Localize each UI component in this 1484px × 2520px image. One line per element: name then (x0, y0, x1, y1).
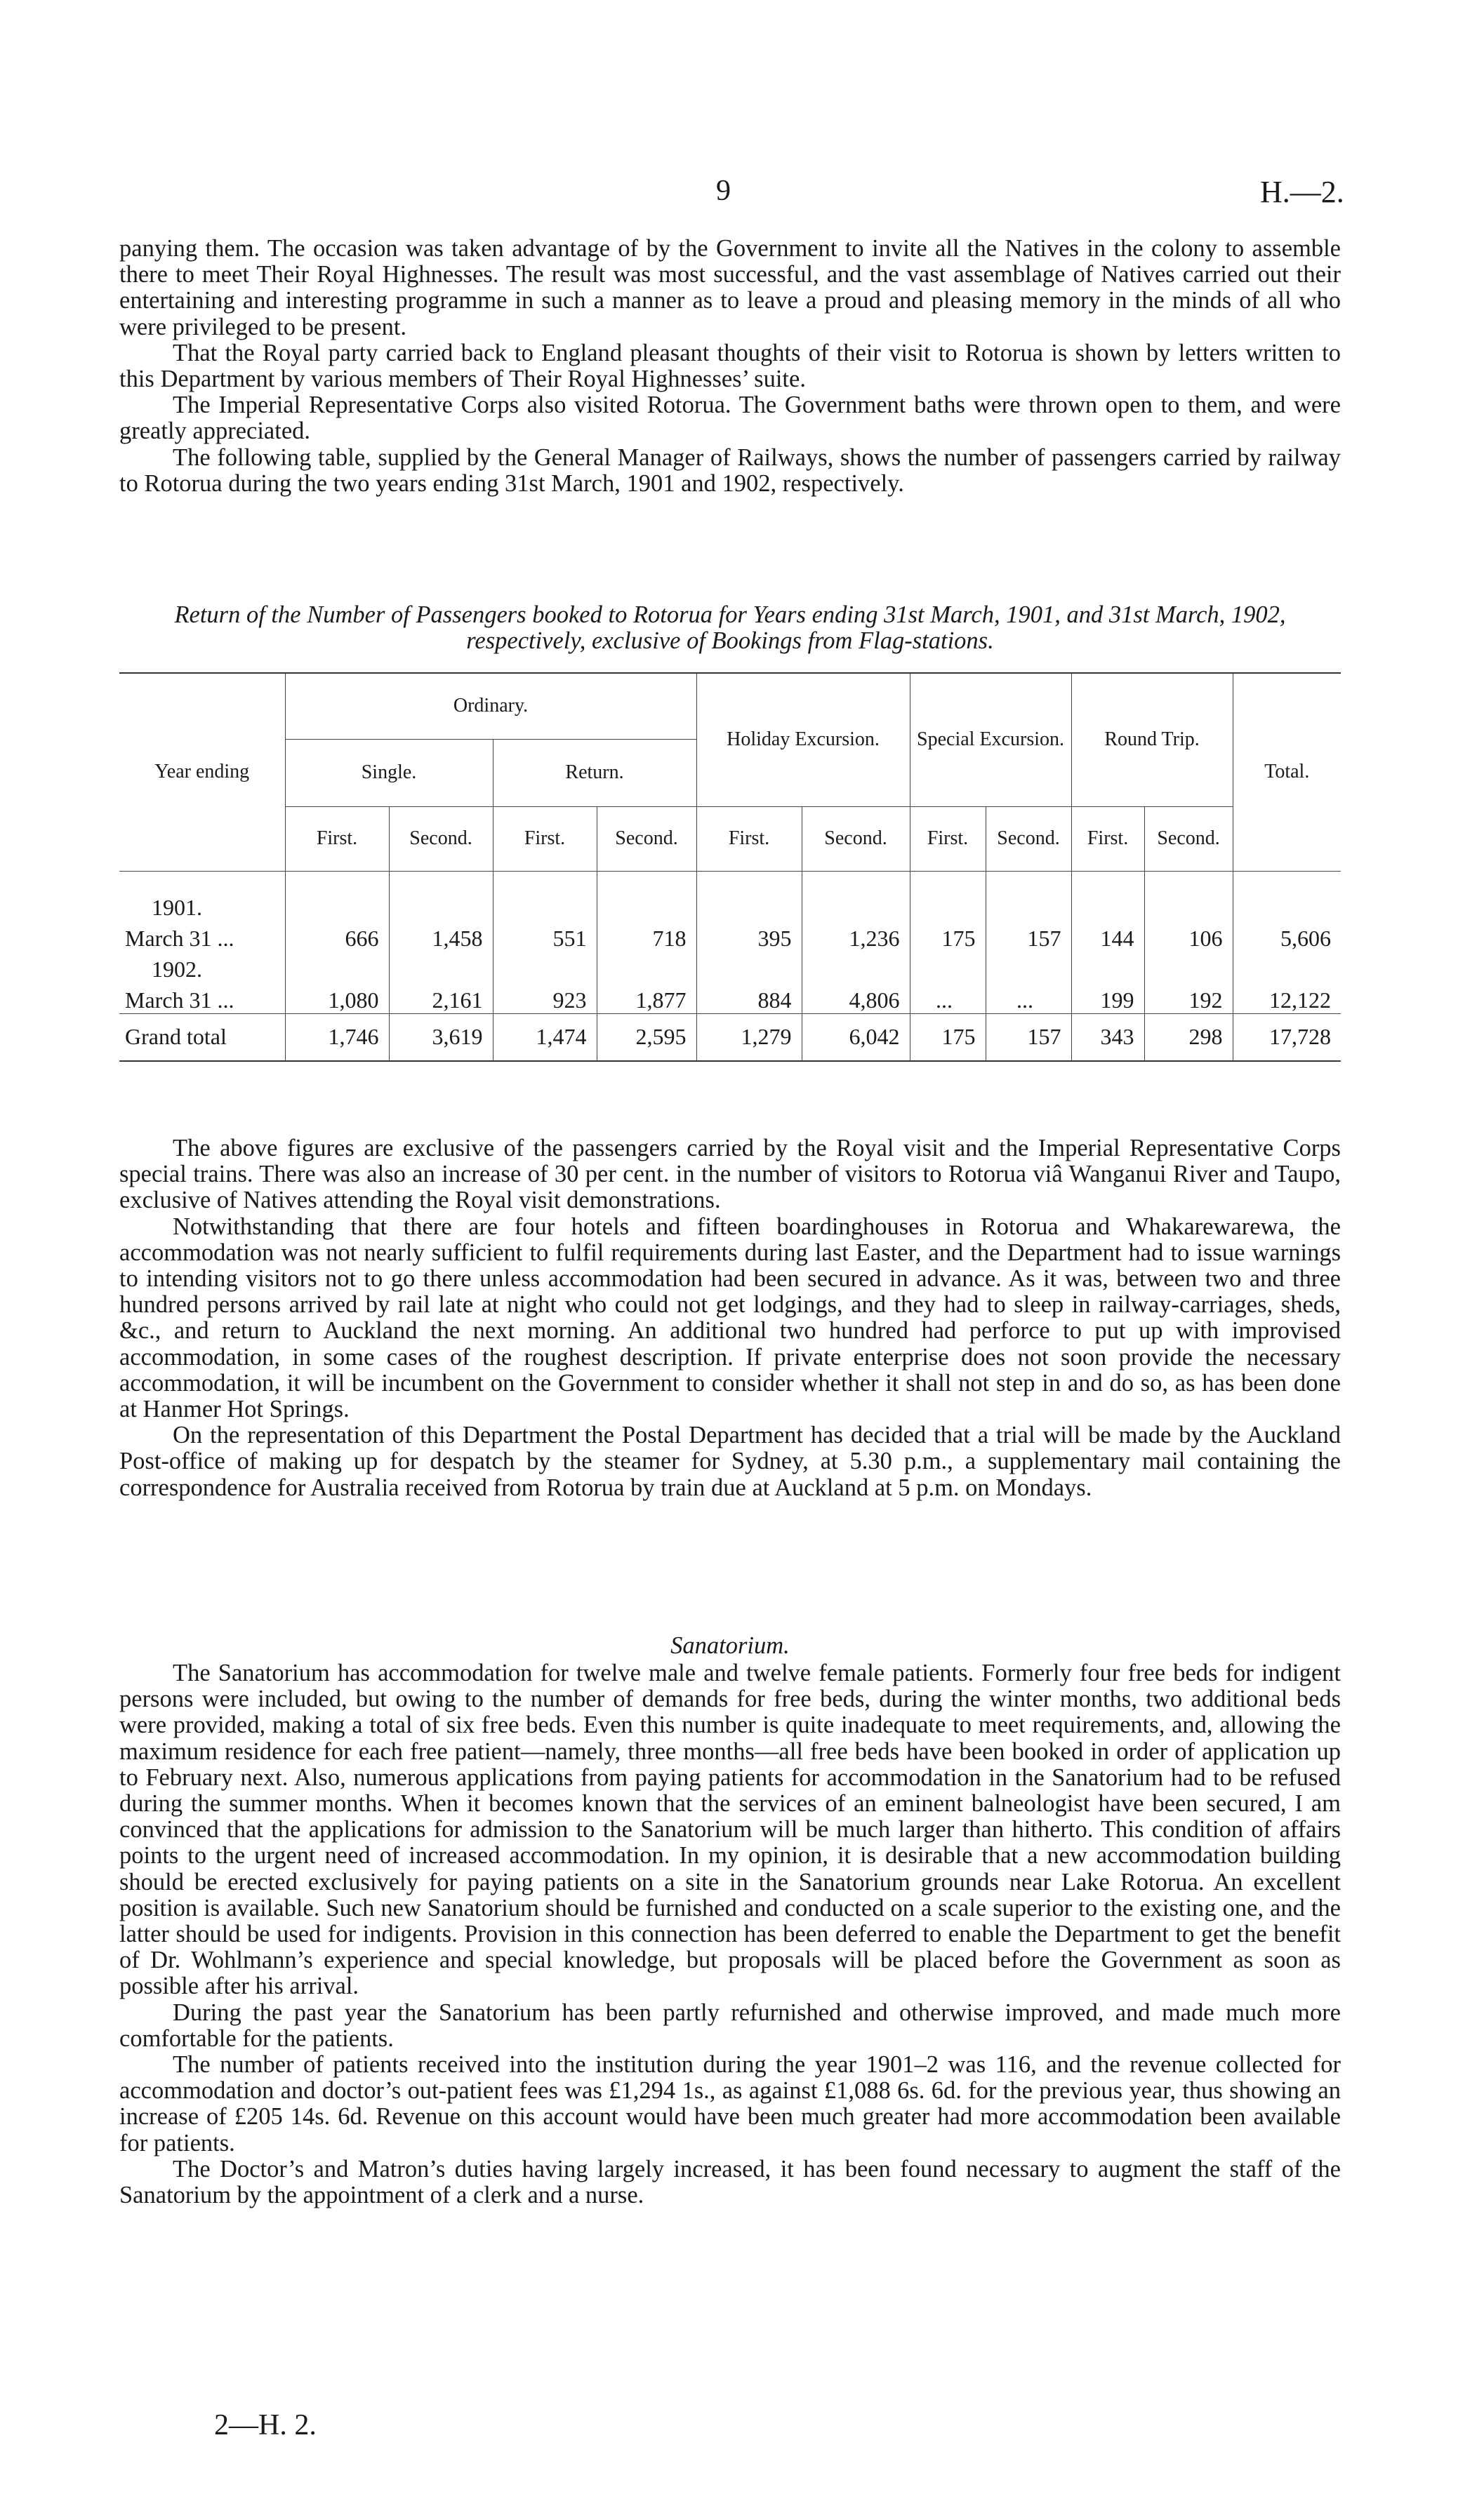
cell-holiday-second: 4,806 (802, 982, 910, 1014)
cell-special-second: 157 (986, 921, 1071, 952)
passenger-table (119, 672, 1341, 1062)
cell-single-second: 2,161 (389, 982, 493, 1014)
row-label: March 31 ... (119, 982, 285, 1014)
paragraph: That the Royal party carried back to England pleasant thoughts of their visit to Rotorua is shown by letters written to this Department by various members of Their Royal Highnesses’ suite. (119, 339, 1341, 393)
header-first: First. (493, 806, 597, 871)
total-special-first: 175 (910, 1013, 986, 1061)
intro-text (119, 236, 1341, 497)
paragraph: The Sanatorium has accommodation for twelve male and twelve female patients. Formerly four free beds for indigent persons were included, but owing to the number of demands for free beds, during the winter months, two additional beds were provided, making a total of six free beds. Even this number is quite inadequate to meet requirements, and, allowing the maximum residence for each free patient—namely, three months—all free beds have been booked in order of application up to February next. Also, numerous applications from paying patients for accommodation in the Sanatorium had to be refused during the summer months. When it becomes known that the services of an eminent balneologist have been secured, I am convinced that the applications for admission to the Sanatorium will be much larger than hitherto. This condition of affairs points to the urgent need of increased accommodation. In my opinion, it is desirable that a new accommodation building should be erected exclusively for paying patients on a site in the Sanatorium grounds near Lake Rotorua. An excellent position is available. Such new Sanatorium should be furnished and conducted on a scale superior to the existing one, and the latter should be used for indigents. Provision in this connection has been deferred to enable the Department to get the benefit of Dr. Wohlmann’s experience and special knowledge, but proposals will be placed before the Government as soon as possible after his arrival. (119, 1660, 1341, 2000)
middle-text (119, 1135, 1341, 1501)
section-heading: Sanatorium. (670, 1632, 790, 1659)
header-second: Second. (389, 806, 493, 871)
cell-special-second: ... (986, 982, 1071, 1014)
header-total: Total. (1233, 673, 1341, 871)
paragraph: panying them. The occasion was taken advantage of by the Government to invite all the Natives in the colony to assemble there to meet Their Royal Highnesses. The result was most successful, and the vast assemblage of Natives carried out their entertaining and interesting programme in such a manner as to leave a proud and pleasing memory in the minds of all who were privileged to be present. (119, 235, 1341, 340)
paragraph: The Doctor’s and Matron’s duties having largely increased, it has been found necessary to augment the staff of the Sanatorium by the appointment of a clerk and a nurse. (119, 2155, 1341, 2209)
header-first: First. (1071, 806, 1144, 871)
paragraph: The above figures are exclusive of the passengers carried by the Royal visit and the Imperial Representative Corps special trains. There was also an increase of 30 per cent. in the number of visitors to Rotorua viâ Wanganui River and Taupo, exclusive of Natives attending the Royal visit demonstrations. (119, 1135, 1341, 1214)
header-second: Second. (597, 806, 696, 871)
cell-round-second: 106 (1144, 921, 1233, 952)
page-reference: H.—2. (1260, 175, 1344, 209)
cell-single-first: 666 (285, 921, 389, 952)
table-row (119, 982, 1341, 1014)
cell-holiday-first: 395 (696, 921, 802, 952)
total-round-first: 343 (1071, 1013, 1144, 1061)
header-round-trip: Round Trip. (1071, 673, 1233, 806)
cell-single-first: 1,080 (285, 982, 389, 1014)
header-year-ending: Year ending (119, 673, 285, 871)
header-second: Second. (802, 806, 910, 871)
table-caption: Return of the Number of Passengers booked to Rotorua for Years ending 31st March, 1901, and 31st March, 1902, respectively, exclusive of Bookings from Flag-stations. (174, 601, 1286, 654)
header-holiday-excursion: Holiday Excursion. (696, 673, 910, 806)
cell-return-second: 1,877 (597, 982, 696, 1014)
header-first: First. (910, 806, 986, 871)
total-holiday-first: 1,279 (696, 1013, 802, 1061)
grand-total-row (119, 1013, 1341, 1061)
grand-total-label: Grand total (119, 1013, 285, 1061)
row-year-1902: 1902. (119, 952, 285, 982)
paragraph: The following table, supplied by the General Manager of Railways, shows the number of passengers carried by railway to Rotorua during the two years ending 31st March, 1901 and 1902, respectively. (119, 444, 1341, 497)
header-return: Return. (493, 739, 696, 806)
total-holiday-second: 6,042 (802, 1013, 910, 1061)
cell-return-first: 923 (493, 982, 597, 1014)
cell-round-second: 192 (1144, 982, 1233, 1014)
table-row (119, 921, 1341, 952)
header-first: First. (696, 806, 802, 871)
total-round-second: 298 (1144, 1013, 1233, 1061)
sanatorium-text (119, 1660, 1341, 2208)
paragraph: On the representation of this Department the Postal Department has decided that a trial will be made by the Auckland Post-office of making up for despatch by the steamer for Sydney, at 5.30 p.m., a supplementary mail containing the correspondence for Australia received from Rotorua by train due at Auckland at 5 p.m. on Mondays. (119, 1422, 1341, 1501)
header-ordinary: Ordinary. (285, 673, 696, 739)
cell-return-first: 551 (493, 921, 597, 952)
cell-total: 5,606 (1233, 921, 1341, 952)
cell-holiday-first: 884 (696, 982, 802, 1014)
total-return-first: 1,474 (493, 1013, 597, 1061)
total-return-second: 2,595 (597, 1013, 696, 1061)
cell-round-first: 144 (1071, 921, 1144, 952)
header-second: Second. (1144, 806, 1233, 871)
total-special-second: 157 (986, 1013, 1071, 1061)
header-special-excursion: Special Excursion. (910, 673, 1071, 806)
cell-total: 12,122 (1233, 982, 1341, 1014)
paragraph: During the past year the Sanatorium has been partly refurnished and otherwise improved, and made much more comfortable for the patients. (119, 1999, 1341, 2052)
row-label: March 31 ... (119, 921, 285, 952)
cell-special-first: 175 (910, 921, 986, 952)
row-year-1901: 1901. (119, 890, 285, 921)
page-number: 9 (716, 175, 731, 207)
cell-round-first: 199 (1071, 982, 1144, 1014)
header-first: First. (285, 806, 389, 871)
header-second: Second. (986, 806, 1071, 871)
cell-single-second: 1,458 (389, 921, 493, 952)
cell-return-second: 718 (597, 921, 696, 952)
cell-holiday-second: 1,236 (802, 921, 910, 952)
header-single: Single. (285, 739, 493, 806)
total-total: 17,728 (1233, 1013, 1341, 1061)
paragraph: Notwithstanding that there are four hotels and fifteen boardinghouses in Rotorua and Whakarewarewa, the accommodation was not nearly sufficient to fulfil requirements during last Easter, and the Department had to issue warnings to intending visitors not to go there unless accommodation had been secured in advance. As it was, between two and three hundred persons arrived by rail late at night who could not get lodgings, and they had to sleep in railway-carriages, sheds, &c., and return to Auckland the next morning. An additional two hundred had perforce to put up with improvised accommodation, in some cases of the roughest description. If private enterprise does not soon provide the necessary accommodation, it will be incumbent on the Government to consider whether it shall not step in and do so, as has been done at Hanmer Hot Springs. (119, 1213, 1341, 1423)
total-single-second: 3,619 (389, 1013, 493, 1061)
paragraph: The Imperial Representative Corps also visited Rotorua. The Government baths were thrown open to them, and were greatly appreciated. (119, 392, 1341, 445)
cell-special-first: ... (910, 982, 986, 1014)
paragraph: The number of patients received into the institution during the year 1901–2 was 116, and the revenue collected for accommodation and doctor’s out-patient fees was £1,294 1s., as against £1,088 6s. 6d. for the previous year, thus showing an increase of £205 14s. 6d. Revenue on this account would have been much greater had more accommodation been available for patients. (119, 2051, 1341, 2156)
signature-mark: 2—H. 2. (214, 2409, 317, 2441)
total-single-first: 1,746 (285, 1013, 389, 1061)
